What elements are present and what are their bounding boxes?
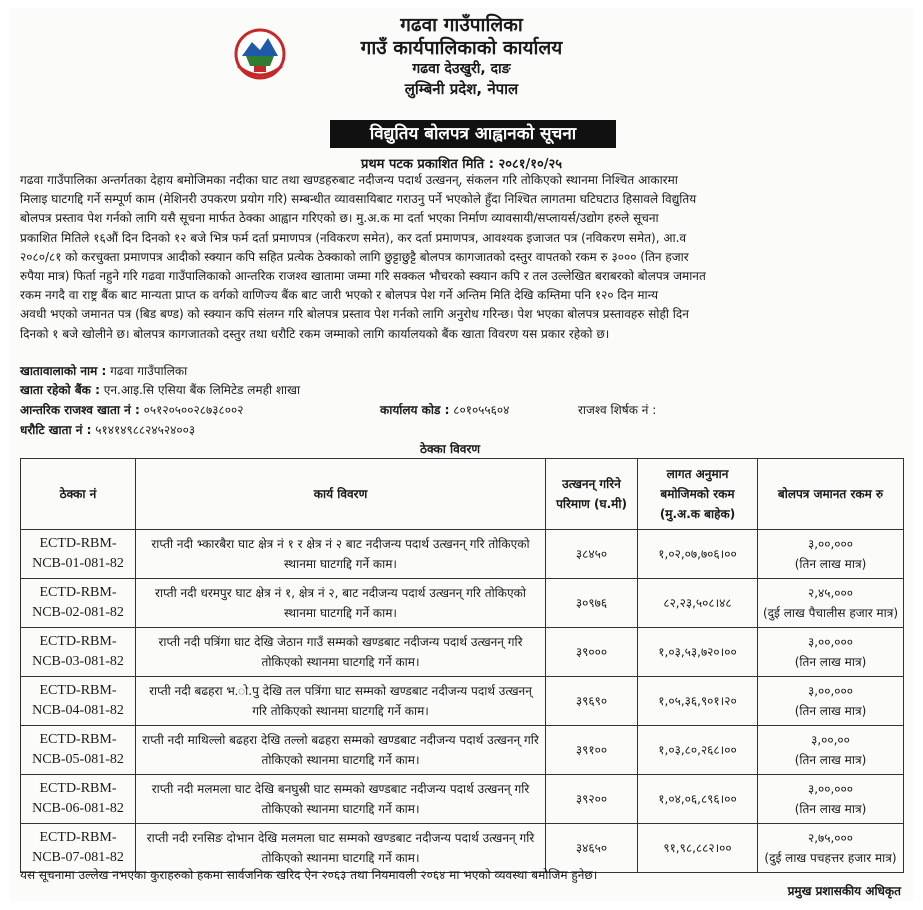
- account-holder-label: खातावालाको नाम :: [20, 364, 107, 378]
- body-line: गढवा गाउँपालिका अन्तर्गतका देहाय बमोजिमका नदीका घाट तथा खण्डहरुबाट नदीजन्य पदार्थ उत्खनन्, संकलन गरि तोकिएको स्थानमा निश्चित आकारमा: [20, 173, 678, 187]
- quantity-cell: ३८४५०: [546, 530, 638, 579]
- signatory-title: प्रमुख प्रशासकीय अधिकृत: [787, 884, 901, 898]
- cost-estimate-cell: १,०५,३६,९०१।२०: [638, 677, 758, 726]
- office-code-label: कार्यालय कोड :: [380, 403, 450, 417]
- bid-bond-amount: ३,००,०००: [807, 684, 854, 698]
- bid-bond-words: (तिन लाख मात्र): [794, 557, 867, 571]
- work-description-cell: राप्ती नदी भ्कारबैरा घाट क्षेत्र नं १ र क्षेत्र नं २ बाट नदीजन्य पदार्थ उत्खनन् गरि तोकिएको स्थानमा घाटगद्दि गर्ने काम।: [136, 530, 546, 579]
- bid-bond-cell: [758, 579, 904, 628]
- bid-bond-cell: [758, 628, 904, 677]
- bid-bond-amount: ३,००,००: [811, 733, 850, 747]
- cost-estimate-cell: १,०४,०६,८९६।००: [638, 775, 758, 824]
- bid-bond-amount: ३,००,०००: [807, 537, 854, 551]
- work-description-cell: राप्ती नदी धरमपुर घाट क्षेत्र नं १, क्षेत्र नं २, बाट नदीजन्य पदार्थ उत्खनन् गरि तोकिएको स्थानमा घाटगद्दि गर्ने काम।: [136, 579, 546, 628]
- contract-table: [20, 458, 904, 873]
- bid-bond-amount: ३,००,०००: [807, 782, 854, 796]
- bid-bond-cell: [758, 775, 904, 824]
- table-row: [21, 628, 904, 677]
- table-row: [21, 726, 904, 775]
- cost-estimate-cell: १,०२,०७,७०६।००: [638, 530, 758, 579]
- table-row: [21, 677, 904, 726]
- contract-code-cell: ECTD-RBM-NCB-01-081-82: [21, 530, 136, 579]
- bid-bond-words: (दुई लाख पैचालीस हजार मात्र): [762, 606, 899, 620]
- bank-value: एन.आइ.सि एसिया बैंक लिमिटेड लमही शाखा: [103, 383, 301, 397]
- body-line: २०८०/८१ को करचुक्ता प्रमाणपत्र आदीको स्क्यान कपि सहित प्रत्येक ठेक्काको लागि छुट्टाछुट्टै बोलपत्र कागजातको दस्तुर वापतको रकम रु ३००० (तिन हजार: [20, 249, 689, 264]
- table-caption: ठेक्का विवरण: [420, 442, 481, 456]
- body-line: अवधी भएको जमानत पत्र (बिड बण्ड) को स्क्यान कपि संलग्न गरि बोलपत्र प्रस्ताव पेश गर्नको लागि अनुरोध गरिन्छ। पेश भएका बोलपत्र प्रस्तावहरु सोही दिन: [20, 307, 689, 322]
- quantity-cell: ३४६५०: [546, 824, 638, 873]
- cost-estimate-cell: १,०३,८०,२६८।००: [638, 726, 758, 775]
- work-description-cell: राप्ती नदी रनसिङ दोभान देखि मलमला घाट सम्मको खण्डबाट नदीजन्य पदार्थ उत्खनन् गरि तोकिएको स्थानमा घाटगद्दि गर्ने काम।: [136, 824, 546, 873]
- table-row: [21, 775, 904, 824]
- notice-title-banner: विद्युतिय बोलपत्र आह्वानको सूचना: [330, 120, 616, 148]
- office-code-value: ८०१०५५६०४: [453, 403, 510, 417]
- bid-bond-amount: २,७५,०००: [807, 831, 854, 845]
- revenue-head: [578, 401, 656, 418]
- deposit-account-value: ५१४१४९८८२४५२४००३: [95, 423, 196, 437]
- municipality-name: गढवा गाउँपालिका: [400, 14, 523, 36]
- col-header-contract-no: ठेक्का नं: [21, 459, 136, 530]
- office-name: गाउँ कार्यपालिकाको कार्यालय: [360, 37, 563, 59]
- work-description-cell: राप्ती नदी मलमला घाट देखि बनघुस्री घाट सम्मको खण्डबाट नदीजन्य पदार्थ उत्खनन् गरि तोकिएको स्थानमा घाटगद्दि गर्ने काम।: [136, 775, 546, 824]
- table-row: [21, 579, 904, 628]
- bank-name: [20, 381, 300, 398]
- contract-code-cell: ECTD-RBM-NCB-05-081-82: [21, 726, 136, 775]
- public-notice: [10, 8, 913, 901]
- bid-bond-cell: [758, 726, 904, 775]
- contract-code-cell: ECTD-RBM-NCB-06-081-82: [21, 775, 136, 824]
- bid-bond-amount: २,४५,०००: [807, 586, 854, 600]
- revenue-account-label: आन्तरिक राजश्व खाता नं :: [20, 403, 140, 417]
- province-name: लुम्बिनी प्रदेश, नेपाल: [404, 80, 519, 98]
- account-holder-value: गढवा गाउँपालिका: [110, 364, 188, 378]
- contract-code-cell: ECTD-RBM-NCB-02-081-82: [21, 579, 136, 628]
- account-holder: [20, 362, 187, 379]
- contract-code-cell: ECTD-RBM-NCB-07-081-82: [21, 824, 136, 873]
- bid-bond-words: (तिन लाख मात्र): [794, 704, 867, 718]
- footer-note: यस सूचनामा उल्लेख नभएका कुराहरुको हकमा सार्वजनिक खरिद ऐन २०६३ तथा नियमावली २०६४ मा भएको व्यवस्था बमोजिम हुनेछ।: [20, 868, 598, 882]
- body-line: रुपैया मात्र) फिर्ता नहुने गरि गढवा गाउँपालिकाको आन्तरिक राजश्व खातामा जम्मा गरि सक्कल भौचरको स्क्यान कपि र तल उल्लेखित बराबरको बोलपत्र जमानत: [20, 268, 706, 283]
- table-body: [21, 530, 904, 873]
- bank-label: खाता रहेको बैंक :: [20, 383, 100, 397]
- bid-bond-cell: [758, 677, 904, 726]
- bid-bond-cell: [758, 824, 904, 873]
- bid-bond-words: (तिन लाख मात्र): [794, 753, 867, 767]
- bid-bond-words: (दुई लाख पचहत्तर हजार मात्र): [764, 851, 897, 865]
- col-header-cost-estimate: लागत अनुमान बमोजिमको रकम (मु.अ.क बाहेक): [638, 459, 758, 530]
- cost-estimate-cell: १,०३,५३,७२०।००: [638, 628, 758, 677]
- bid-bond-amount: ३,००,०००: [807, 635, 854, 649]
- deposit-account-label: धरौटि खाता नं :: [20, 423, 92, 437]
- bid-bond-cell: [758, 530, 904, 579]
- quantity-cell: ३९६९०: [546, 677, 638, 726]
- quantity-cell: ३९१००: [546, 726, 638, 775]
- cost-estimate-cell: ८२,२३,५०८।४८: [638, 579, 758, 628]
- publication-date: प्रथम पटक प्रकाशित मिति : २०८१/१०/२५: [360, 157, 563, 172]
- quantity-cell: ३०९७६: [546, 579, 638, 628]
- bid-bond-words: (तिन लाख मात्र): [794, 802, 867, 816]
- contract-code-cell: ECTD-RBM-NCB-03-081-82: [21, 628, 136, 677]
- revenue-account-value: ०५१२०५००२८७३८००२: [143, 403, 244, 417]
- quantity-cell: ३९२००: [546, 775, 638, 824]
- col-header-work-description: कार्य विवरण: [136, 459, 546, 530]
- work-description-cell: राप्ती नदी माथिल्लो बढहरा देखि तल्लो बढहरा सम्मको खण्डबाट नदीजन्य पदार्थ उत्खनन् गरि तोकिएको स्थानमा घाटगद्दि गर्ने काम।: [136, 726, 546, 775]
- contract-code-cell: ECTD-RBM-NCB-04-081-82: [21, 677, 136, 726]
- bid-bond-words: (तिन लाख मात्र): [794, 655, 867, 669]
- col-header-quantity: उत्खनन् गरिने परिमाण (घ.मी): [546, 459, 638, 530]
- office-header: [10, 14, 913, 99]
- office-code: [380, 401, 509, 418]
- table-row: [21, 530, 904, 579]
- col-header-bid-bond: बोलपत्र जमानत रकम रु: [758, 459, 904, 530]
- body-line: मिलाइ घाटगद्दि गर्ने सम्पूर्ण काम (मेशिनरी उपकरण प्रयोग गरि) सम्बन्धीत व्यावसायिबाट गराउनु पर्ने भएकोले हुँदा निश्चित लागतमा घटिघटाउ हिसावले विद्युतिय: [20, 192, 697, 207]
- body-line: रकम नगदै वा राष्ट्र बैंक बाट मान्यता प्राप्त क वर्गको वाणिज्य बैंक बाट जारी भएको र बोलपत्र पेश गर्ने अन्तिम मिति देखि कम्तिमा पनि १२० दिन मान्य: [20, 288, 659, 303]
- quantity-cell: ३९०००: [546, 628, 638, 677]
- body-line: दिनको १ बजे खोलीने छ। बोलपत्र कागजातको दस्तुर तथा धरौटि रकम जम्माको लागि कार्यालयको बैंक खाता विवरण यस प्रकार रहेको छ।: [20, 326, 610, 341]
- table-header-row: [21, 459, 904, 530]
- work-description-cell: राप्ती नदी पत्रिंगा घाट देखि जेठान गाउँ सम्मको खण्डबाट नदीजन्य पदार्थ उत्खनन् गरि तोकिएको स्थानमा घाटगद्दि गर्ने काम।: [136, 628, 546, 677]
- cost-estimate-cell: ९१,९८,८८२।००: [638, 824, 758, 873]
- notice-body: [20, 171, 903, 344]
- work-description-cell: राप्ती नदी बढहरा भ.ो.पु देखि तल पत्रिंगा घाट सम्मको खण्डबाट नदीजन्य पदार्थ उत्खनन् गरि तोकिएको स्थानमा घाटगद्दि गर्ने काम।: [136, 677, 546, 726]
- revenue-head-label: राजश्व शिर्षक नं :: [578, 403, 657, 417]
- revenue-account: [20, 401, 243, 418]
- body-line: बोलपत्र प्रस्ताव पेश गर्नको लागि यसै सूचना मार्फत ठेक्का आह्वान गरिएको छ। मु.अ.क मा दर्ता भएका निर्माण व्यावसायी/सप्लायर्स/उद्योग हरुले सूचना: [20, 211, 659, 226]
- deposit-account: [20, 421, 195, 438]
- office-address: गढवा देउखुरी, दाङ: [412, 61, 511, 77]
- body-line: प्रकाशित मितिले १६औं दिन दिनको १२ बजे भित्र फर्म दर्ता प्रमाणपत्र (नविकरण समेत), कर दर्ता प्रमाणपत्र, आवश्यक इजाजत पत्र (नविकरण समेत), आ.व: [20, 230, 687, 245]
